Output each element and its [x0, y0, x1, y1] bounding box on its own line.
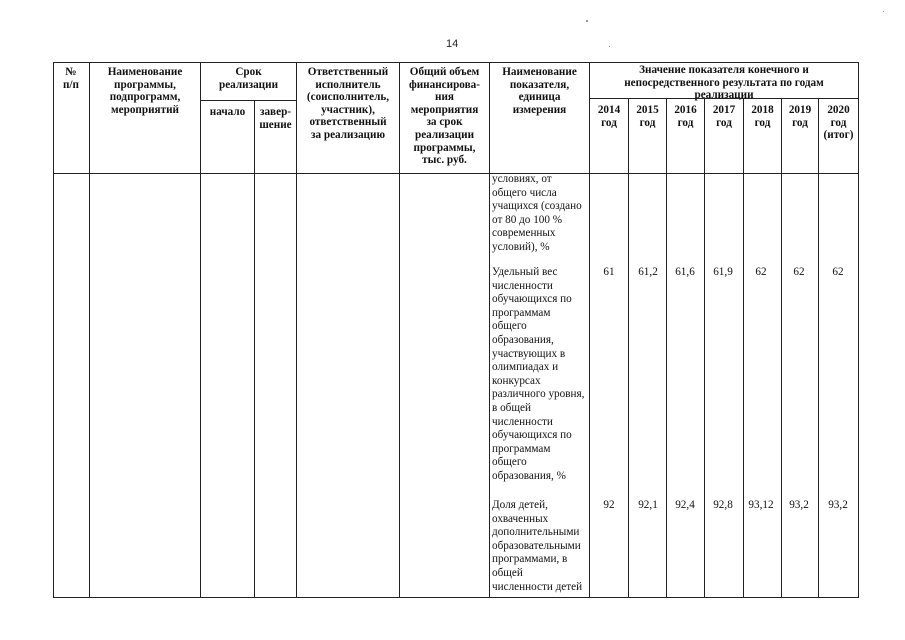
header-responsible: Ответственный исполнитель (соисполнитель, участник), ответственный за реализацию [306, 66, 390, 141]
value-cell: 62 [793, 266, 805, 278]
scan-speck [609, 46, 610, 47]
year-col-separator [628, 98, 629, 598]
header-year-2018: 2018 год [751, 104, 774, 129]
year-col-separator [704, 98, 705, 598]
value-cell: 61,2 [638, 266, 658, 278]
scan-speck [883, 11, 884, 12]
header-year-2019: 2019 год [788, 104, 812, 129]
year-col-separator [666, 98, 667, 598]
value-cell: 93,2 [789, 499, 809, 511]
header-indicator: Наименование показателя, единица измерения [502, 66, 577, 116]
table-border-right [858, 62, 859, 598]
value-cell: 61 [603, 266, 615, 278]
indicator-table [53, 62, 859, 598]
col-separator [254, 100, 255, 598]
table-border-top [53, 62, 859, 63]
header-year-2020: 2020 год (итог) [823, 104, 854, 142]
value-cell: 92,1 [638, 499, 658, 511]
value-cell: 92,8 [713, 499, 733, 511]
value-cell: 92 [603, 499, 615, 511]
header-bottom [53, 173, 859, 174]
value-cell: 61,9 [713, 266, 733, 278]
period-separator [200, 100, 296, 101]
table-border-bottom [53, 597, 859, 598]
header-year-2015: 2015 год [636, 104, 659, 129]
table-border-left [53, 62, 54, 598]
header-funding: Общий объем финансирова- ния мероприятия за срок реализации программы, тыс. руб. [409, 66, 480, 167]
value-cell: 62 [755, 266, 767, 278]
col-separator [200, 62, 201, 598]
value-cell: 93,12 [748, 499, 774, 511]
indicator-text: условиях, от общего числа учащихся (создано от 80 до 100 % современных условий), % [492, 173, 582, 253]
year-col-separator [781, 98, 782, 598]
value-cell: 92,4 [675, 499, 695, 511]
header-year-2014: 2014 год [597, 104, 621, 129]
header-num: № п/п [62, 66, 79, 91]
col-separator [589, 62, 590, 598]
header-year-2016: 2016 год [674, 104, 697, 129]
year-col-separator [818, 98, 819, 598]
indicator-text: Удельный вес численности обучающихся по программам общего образования, участвующих в олимпиадах и конкурсах различного уровня, в общей численности обучающихся по программам общего образования, % [492, 266, 585, 482]
scan-speck [586, 20, 588, 22]
col-separator [296, 62, 297, 598]
value-cell: 93,2 [828, 499, 848, 511]
indicator-text: Доля детей, охваченных дополнительными образовательными программами, в общей численности детей [492, 499, 583, 593]
value-cell: 62 [832, 266, 844, 278]
header-start: начало [209, 106, 246, 118]
header-program-name: Наименование программы, подпрограмм, мероприятий [107, 66, 183, 116]
header-year-2017: 2017 год [712, 104, 736, 129]
col-separator [89, 62, 90, 598]
page-number: 14 [446, 38, 459, 50]
col-separator [489, 62, 490, 598]
year-col-separator [743, 98, 744, 598]
header-period: Срок реализации [218, 66, 279, 91]
value-cell: 61,6 [675, 266, 695, 278]
header-end: завер- шение [259, 106, 292, 131]
header-values-group: Значение показателя конечного и непосредственного результата по годам реализации [624, 64, 824, 102]
